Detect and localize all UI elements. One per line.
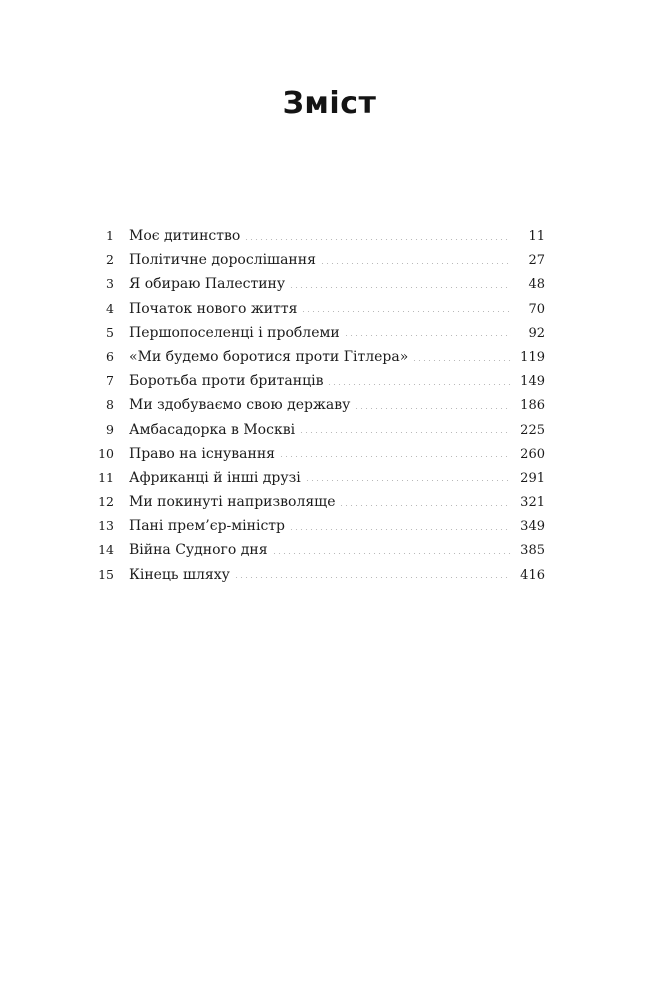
chapter-number: 9 xyxy=(106,421,114,437)
toc-entry xyxy=(90,490,545,514)
page-number: 92 xyxy=(528,325,545,341)
dot-leader xyxy=(272,553,511,554)
chapter-number: 12 xyxy=(98,494,114,510)
toc-entry xyxy=(90,224,545,248)
dot-leader xyxy=(344,335,511,336)
chapter-number: 8 xyxy=(106,397,114,413)
chapter-number: 14 xyxy=(98,542,114,558)
toc-entry xyxy=(90,538,545,562)
toc-entry xyxy=(90,393,545,417)
chapter-title: Право на існування xyxy=(129,445,276,462)
chapter-title: Амбасадорка в Москві xyxy=(129,421,296,438)
chapter-title: Кінець шляху xyxy=(129,566,230,583)
dot-leader xyxy=(339,505,511,506)
chapter-title: «Ми будемо боротися проти Гітлера» xyxy=(129,348,409,365)
chapter-title: Війна Судного дня xyxy=(129,542,268,559)
dot-leader xyxy=(234,577,511,578)
chapter-number: 5 xyxy=(106,324,114,340)
toc-entry xyxy=(90,321,545,345)
table-of-contents xyxy=(90,224,545,587)
page-number: 260 xyxy=(520,446,545,462)
chapter-title: Я обираю Палестину xyxy=(129,276,286,293)
toc-entry xyxy=(90,442,545,466)
chapter-number: 2 xyxy=(106,252,114,268)
dot-leader xyxy=(279,456,511,457)
dot-leader xyxy=(289,287,511,288)
page-number: 11 xyxy=(528,229,545,244)
chapter-number: 10 xyxy=(98,445,114,461)
dot-leader xyxy=(320,263,511,264)
dot-leader xyxy=(289,529,511,530)
dot-leader xyxy=(327,384,511,385)
page-number: 186 xyxy=(520,398,545,414)
toc-entry xyxy=(90,514,545,538)
toc-entry xyxy=(90,466,545,490)
chapter-number: 3 xyxy=(106,276,114,292)
page-number: 321 xyxy=(520,495,545,511)
toc-entry xyxy=(90,272,545,296)
chapter-title: Пані прем’єр-міністр xyxy=(129,518,285,535)
chapter-title: Ми покинуті напризволяще xyxy=(129,494,336,511)
chapter-number: 11 xyxy=(98,469,114,485)
dot-leader xyxy=(305,480,511,481)
page-number: 70 xyxy=(528,301,545,317)
toc-entry xyxy=(90,297,545,321)
chapter-title: Моє дитинство xyxy=(129,228,241,244)
chapter-title: Початок нового життя xyxy=(129,300,298,317)
toc-entry xyxy=(90,248,545,272)
toc-entry xyxy=(90,418,545,442)
toc-entry xyxy=(90,369,545,393)
toc-entry xyxy=(90,563,545,587)
chapter-number: 4 xyxy=(106,300,114,316)
chapter-title: Африканці й інші друзі xyxy=(129,469,301,486)
page-number: 291 xyxy=(520,470,545,486)
chapter-number: 15 xyxy=(98,566,114,582)
dot-leader xyxy=(301,311,511,312)
page-number: 385 xyxy=(520,543,545,559)
toc-entry xyxy=(90,345,545,369)
page-number: 119 xyxy=(520,349,545,365)
page-number: 349 xyxy=(520,519,545,535)
chapter-number: 6 xyxy=(106,348,114,364)
page-number: 48 xyxy=(528,277,545,293)
page-number: 27 xyxy=(528,253,545,269)
chapter-number: 13 xyxy=(98,518,114,534)
page-title: Зміст xyxy=(282,86,377,121)
chapter-title: Політичне дорослішання xyxy=(129,252,316,269)
page-number: 149 xyxy=(520,374,545,390)
page-number: 225 xyxy=(520,422,545,438)
chapter-title: Першопоселенці і проблеми xyxy=(129,324,340,341)
chapter-title: Ми здобуваємо свою державу xyxy=(129,397,351,414)
dot-leader xyxy=(354,408,511,409)
chapter-number: 7 xyxy=(106,373,114,389)
dot-leader xyxy=(299,432,511,433)
page-number: 416 xyxy=(520,567,545,583)
chapter-title: Боротьба проти британців xyxy=(129,373,324,390)
dot-leader xyxy=(244,239,511,240)
dot-leader xyxy=(412,360,511,361)
chapter-number: 1 xyxy=(106,228,114,243)
